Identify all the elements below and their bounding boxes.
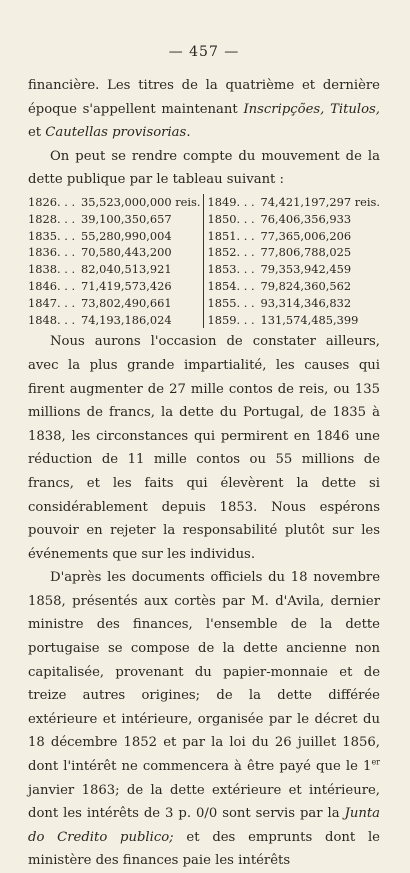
- paragraph-documents: [28, 566, 380, 873]
- italic-run: Inscripções, Titulos,: [243, 101, 381, 117]
- value-cell: 74,193,186,024: [81, 312, 172, 327]
- text-run: et des emprunts dont le ministère des finances paie les intérêts: [28, 829, 380, 869]
- year-cell: 1838. . .: [28, 262, 76, 277]
- year-cell: 1835. . .: [28, 228, 76, 243]
- table-row: [28, 278, 380, 295]
- table-row: [28, 244, 380, 261]
- page-number: — 457 —: [168, 44, 240, 60]
- value-cell: 73,802,490,661: [81, 295, 172, 310]
- paragraph-causes: Nous aurons l'occasion de constater ailleurs, avec la plus grande impartialité, les causes qui firent augmenter de 27 mille contos de reis, ou 135 millions de francs, la dette du Portugal, de 1835 à 1838, les circonstances qui permirent en 1846 une réduction de 11 mille contos ou 55 millions de francs, et les faits qui élevèrent la dette si considérablement depuis 1853. Nous espérons pouvoir en rejeter la responsabilité plutôt sur les événements que sur les individus.: [28, 334, 380, 562]
- text-run: D'après les documents officiels du 18 novembre 1858, présentés aux cortès par M. d'Avila, dernier ministre des finances, l'ensemble de la dette portugaise se compose de la dette ancienne non capitalisée, provenant du papier-monnaie et de treize autres origines; de la dette différée extérieure et intérieure, organisée par le décret du 18 décembre 1852 et par la loi du 26 juillet 1856, dont l'intérêt ne commencera à être payé que le 1: [28, 570, 380, 775]
- year-cell: 1851. . .: [207, 228, 255, 243]
- text-run: .: [186, 125, 191, 141]
- value-cell: 39,100,350,657: [81, 211, 172, 226]
- year-cell: 1853. . .: [207, 262, 255, 277]
- table-row: [28, 312, 380, 329]
- paragraph-intro-table: On peut se rendre compte du mouvement de la dette publique par le tableau suivant :: [28, 148, 380, 188]
- italic-run: Junta do Credito publico;: [28, 806, 380, 845]
- year-cell: 1836. . .: [28, 245, 76, 260]
- year-cell: 1826. . .: [28, 194, 76, 209]
- value-cell: 74,421,197,297 reis.: [260, 194, 380, 209]
- superscript: er: [371, 757, 380, 767]
- year-cell: 1850. . .: [207, 211, 255, 226]
- table-row: [28, 295, 380, 312]
- text-run: et: [28, 125, 46, 141]
- value-cell: 79,824,360,562: [260, 278, 352, 293]
- table-row: [28, 261, 380, 278]
- value-cell: 131,574,485,399: [260, 312, 359, 327]
- year-cell: 1855. . .: [207, 295, 255, 310]
- year-cell: 1846. . .: [28, 278, 76, 293]
- italic-run: Cautellas provisorias: [45, 125, 187, 141]
- value-cell: 77,365,006,206: [260, 228, 352, 243]
- year-cell: 1852. . .: [207, 245, 255, 260]
- year-cell: 1828. . .: [28, 211, 76, 226]
- value-cell: 79,353,942,459: [260, 262, 352, 277]
- table-row: [28, 228, 380, 245]
- year-cell: 1859. . .: [207, 312, 255, 327]
- text-run: financière. Les titres de la quatrième et dernière époque s'appellent maintenant: [28, 78, 380, 117]
- value-cell: 82,040,513,921: [81, 262, 172, 277]
- value-cell: 70,580,443,200: [81, 245, 172, 260]
- value-cell: 71,419,573,426: [81, 278, 172, 293]
- value-cell: 77,806,788,025: [260, 245, 352, 260]
- value-cell: 35,523,000,000 reis.: [81, 194, 201, 209]
- debt-table: [28, 194, 380, 328]
- year-cell: 1854. . .: [207, 278, 255, 293]
- table-row: [28, 194, 380, 211]
- year-cell: 1848. . .: [28, 312, 76, 327]
- year-cell: 1847. . .: [28, 295, 76, 310]
- text-run: janvier 1863; de la dette extérieure et intérieure, dont les intérêts de 3 p. 0/0 sont servis par la: [28, 782, 380, 822]
- value-cell: 55,280,990,004: [81, 228, 172, 243]
- value-cell: 93,314,346,832: [260, 295, 352, 310]
- table-row: [28, 211, 380, 228]
- value-cell: 76,406,356,933: [260, 211, 352, 226]
- year-cell: 1849. . .: [207, 194, 255, 209]
- paragraph-titles: [28, 74, 380, 145]
